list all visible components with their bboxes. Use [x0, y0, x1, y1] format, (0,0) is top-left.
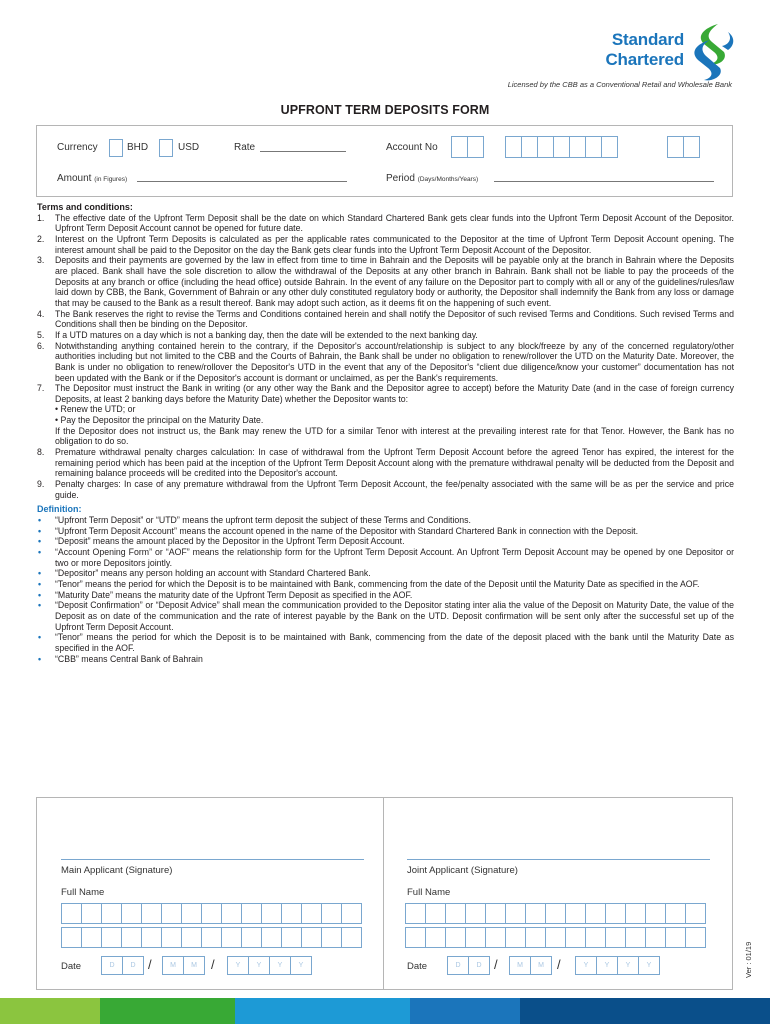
version-label: Ver : 01/19: [744, 941, 753, 978]
footer-segment: [0, 998, 100, 1024]
terms-item: 7. The Depositor must instruct the Bank in writing (or any other way the Bank and the Depositor agree to accept) before the Maturity Date (and in the case of foreign currency Deposits, at least 2 banking days before the Maturity Date) whether the Depositor wants to: • Renew the UTD; or • Pay the Depositor the principal on the Maturity Date. If the Depositor does not instruct us, the Bank may renew the UTD for a similar Tenor with interest at the prevailing interest rate for that Tenor. However, the Bank has no obligation to do so.: [37, 383, 734, 447]
definition-item: • “Upfront Term Deposit Account” means the account opened in the name of the Depositor with Standard Chartered Bank in connection with the Deposit.: [38, 525, 639, 536]
joint-date-year[interactable]: Y Y Y Y: [575, 956, 659, 975]
main-name-row-2[interactable]: [61, 927, 361, 948]
definition-item: • “Upfront Term Deposit” or “UTD” means the upfront term deposit the subject of these Terms and Conditions.: [38, 515, 471, 526]
currency-label: Currency: [57, 142, 98, 153]
date-separator: /: [148, 957, 152, 972]
terms-item: 4. The Bank reserves the right to revise the Terms and Conditions contained herein and shall notify the Depositor of such revised Terms and Conditions. Such revised Terms and Conditions shall then be binding on the Depositor.: [37, 308, 734, 330]
usd-checkbox[interactable]: [159, 139, 173, 157]
definition-item: • “CBB” means Central Bank of Bahrain: [38, 653, 203, 664]
definition-item: • “Deposit Confirmation” or “Deposit Advice” shall mean the communication provided to the Depositor stating inter alia the value of the Deposit on Maturity Date, the value of the Deposit as on date of the communication and the rate of interest payable by the Bank on the UTD. Deposit confirmation will be sent only after the successful set up of the Upfront Term Deposit Account.: [38, 600, 734, 632]
date-separator: /: [494, 957, 498, 972]
rate-field[interactable]: [260, 151, 346, 152]
main-signature-label: Main Applicant (Signature): [61, 865, 173, 876]
terms-heading: Terms and conditions:: [37, 202, 133, 212]
joint-full-name-label: Full Name: [407, 887, 451, 898]
brand-logo: [586, 22, 736, 82]
definition-item: • “Deposit” means the amount placed by the Depositor in the Upfront Term Deposit Account.: [38, 536, 405, 547]
terms-item: 1. The effective date of the Upfront Term Deposit shall be the date on which Standard Chartered Bank gets clear funds into the Upfront Term Deposit Account of the Depositor. Upfront Term Deposit Account cannot be opened for future date.: [37, 212, 734, 234]
footer-segment: [100, 998, 235, 1024]
main-date-day[interactable]: D D: [101, 956, 143, 975]
terms-item: 3. Deposits and their payments are governed by the law in effect from time to time in Bahrain and the Deposits will be payable only at the branch in Bahrain where the Deposits are placed. Bank shall have the sole discretion to allow the withdrawal of the Deposits at any other branch in Bahrain. Bank shall not be liable to pay the proceeds of the Deposits at any branch or office (including the head office) outside Bahrain. In the event of any failure on the Depositor part to comply with all or any of the guidelines/rules/law laid down by CBB, the Bank, Government of Bahrain or any other duly constituted regulatory body or authority, the Depositor shall indemnify the Bank from any loss or damage that may be caused to the Bank as a result thereof. Bank may adopt such action, as it deems fit on the happening of such event.: [37, 255, 734, 308]
joint-name-row-1[interactable]: [405, 903, 705, 924]
joint-signature-line[interactable]: [407, 859, 710, 860]
account-no-group-3[interactable]: [667, 136, 699, 158]
account-no-label: Account No: [386, 142, 438, 153]
main-date-year[interactable]: Y Y Y Y: [227, 956, 311, 975]
definitions-heading: Definition:: [37, 504, 82, 515]
terms-item: 5. If a UTD matures on a day which is not a banking day, then the date will be extended to the next banking day.: [37, 329, 478, 340]
joint-date-label: Date: [407, 961, 428, 972]
terms-subitem: If the Depositor does not instruct us, the Bank may renew the UTD for a similar Tenor with interest at the prevailing interest rate for that Tenor. However, the Bank has no obligation to do so.: [55, 425, 734, 447]
amount-field[interactable]: [137, 181, 347, 182]
terms-item: 9. Penalty charges: In case of any premature withdrawal from the Upfront Term Deposit Account, the fee/penalty associated with the same will be as per the service and price guide.: [37, 479, 734, 500]
definition-item: • “Maturity Date” means the maturity date of the Upfront Term Deposit as specified in the AOF.: [38, 589, 413, 600]
footer-color-bar: [0, 998, 770, 1024]
joint-date-day[interactable]: D D: [447, 956, 489, 975]
account-no-group-1[interactable]: [451, 136, 483, 158]
joint-signature-label: Joint Applicant (Signature): [407, 865, 518, 876]
footer-segment: [520, 998, 770, 1024]
terms-list: [37, 213, 734, 501]
amount-label: Amount (in Figures): [57, 173, 128, 184]
terms-item: 2. Interest on the Upfront Term Deposits is calculated as per the applicable rates communicated to the Depositor at the time of Upfront Term Deposit Account opening. The interest amount shall be paid to the Depositor on the day the Bank gets clear funds into the Upfront Term Deposit Account of the Depositor.: [37, 233, 734, 255]
signature-box: [36, 797, 733, 990]
definition-item: • “Depositor” means any person holding an account with Standard Chartered Bank.: [38, 568, 371, 579]
terms-section: [37, 202, 734, 664]
deposit-details-box: [36, 125, 733, 197]
page-title: UPFRONT TERM DEPOSITS FORM: [280, 103, 490, 117]
footer-segment: [235, 998, 410, 1024]
signature-divider: [383, 798, 384, 989]
main-full-name-label: Full Name: [61, 887, 105, 898]
brand-wordmark: Standard Chartered: [605, 30, 684, 69]
terms-item: 6. Notwithstanding anything contained herein to the contrary, if the Depositor's account/relationship is subject to any block/freeze by any of the concerned regulatory/other authorities including but not limited to the CBB and the Courts of Bahrain, the Bank shall be under no obligation to renew/rollover the UTD on the Maturity Date. Moreover, the Bank is under no obligation to renew/rollover the Depositor's UTD in the event that any of the Depositor's “client due diligence/know your customer” documentation has not been updated with the Bank or if the Depositor's account is dormant or unclaimed, as per the Bank's requirements.: [37, 340, 734, 383]
period-field[interactable]: [494, 181, 714, 182]
definition-item: • “Tenor” means the period for which the Deposit is to be maintained with Bank, commencing from the date of the deposit placed with the bank until the Maturity Date as specified in the AOF.: [38, 632, 734, 653]
account-no-group-2[interactable]: [505, 136, 617, 158]
bhd-checkbox[interactable]: [109, 139, 123, 157]
joint-name-row-2[interactable]: [405, 927, 705, 948]
main-signature-line[interactable]: [61, 859, 364, 860]
main-name-row-1[interactable]: [61, 903, 361, 924]
definition-item: • “Tenor” means the period for which the Deposit is to be maintained with Bank, commencing from the date of the Deposit until the Maturity Date as specified in the AOF.: [38, 578, 700, 589]
terms-subitem: • Pay the Depositor the principal on the Maturity Date.: [55, 415, 264, 426]
period-label: Period (Days/Months/Years): [386, 173, 479, 184]
terms-item: 8. Premature withdrawal penalty charges calculation: In case of withdrawal from the Upfront Term Deposit Account before the agreed Tenor has expired, the interest for the remaining period which has been paid at the inception of the Upfront Term Deposit Account along with the premature withdrawal penalty will be deducted from the Deposit and remaining balance proceeds will be credited into the Depositor's account.: [37, 447, 734, 479]
date-separator: /: [211, 957, 215, 972]
definition-item: • “Account Opening Form” or “AOF” means the relationship form for the Upfront Term Deposit Account. An Upfront Term Deposit Account may be opened by one Depositor or two or more Depositors jointly.: [38, 547, 734, 568]
main-date-label: Date: [61, 961, 82, 972]
main-date-month[interactable]: M M: [162, 956, 204, 975]
definitions-list: [37, 515, 734, 664]
terms-subitem: • Renew the UTD; or: [55, 404, 136, 415]
bhd-label: BHD: [127, 142, 149, 153]
brand-mark-icon: [688, 22, 736, 82]
joint-date-month[interactable]: M M: [509, 956, 551, 975]
footer-segment: [410, 998, 520, 1024]
date-separator: /: [557, 957, 561, 972]
licence-note: Licensed by the CBB as a Conventional Retail and Wholesale Bank: [507, 80, 732, 89]
usd-label: USD: [178, 142, 200, 153]
rate-label: Rate: [234, 142, 256, 153]
